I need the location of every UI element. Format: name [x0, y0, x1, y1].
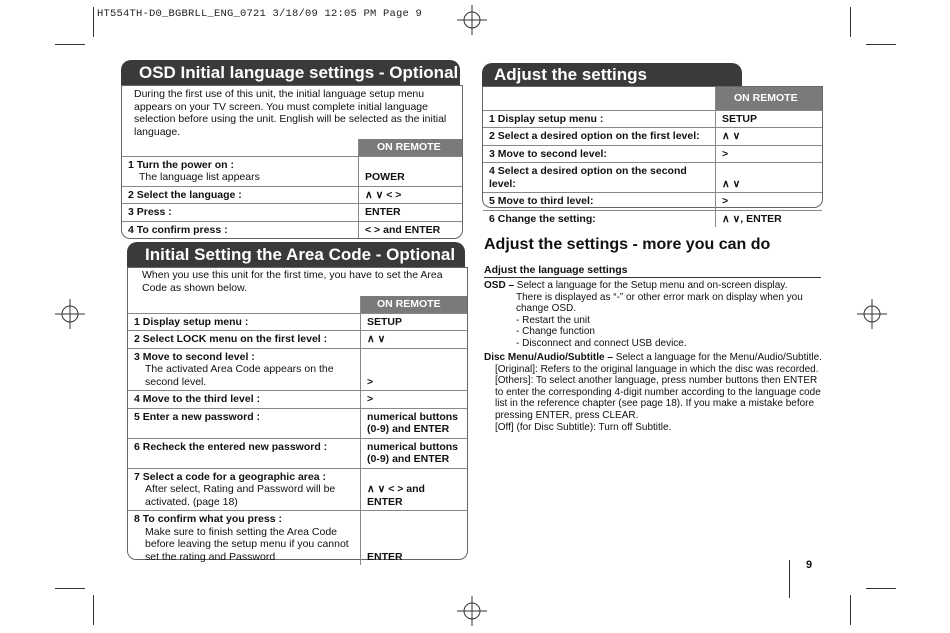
table-row: 2 Select the language : ∧ ∨ < > [122, 186, 462, 204]
table-row: 6 Change the setting: ∧ ∨, ENTER [483, 210, 822, 227]
area-col-header: ON REMOTE [361, 296, 468, 313]
disc-label: Disc Menu/Audio/Subtitle – [484, 352, 613, 363]
area-steps-table [128, 296, 467, 565]
crop-mark [850, 7, 851, 37]
table-row: 4 Move to the third level : > [128, 391, 467, 409]
more-section-title: Adjust the settings - more you can do [484, 236, 771, 253]
table-row: 3 Press : ENTER [122, 204, 462, 222]
area-section-box [127, 267, 468, 563]
crop-mark [55, 588, 85, 589]
disc-note: [Off] (for Disc Subtitle): Turn off Subtitle. [495, 421, 672, 433]
registration-mark-icon [55, 299, 85, 329]
crop-mark [866, 588, 896, 589]
osd-note: - Disconnect and connect USB device. [516, 337, 687, 349]
print-header: HT554TH-D0_BGBRLL_ENG_0721 3/18/09 12:05 PM Page 9 [97, 8, 423, 20]
crop-mark [93, 595, 94, 625]
table-row: 1 Turn the power on : The language list appears POWER [122, 156, 462, 186]
adjust-section-title: Adjust the settings [482, 63, 742, 87]
table-row: 1 Display setup menu : SETUP [483, 110, 822, 128]
osd-note: There is displayed as “-” or other error mark on display when you change OSD. [516, 291, 803, 315]
crop-mark [866, 44, 896, 45]
table-row: 3 Move to second level: > [483, 145, 822, 163]
osd-steps-table [122, 139, 462, 238]
crop-mark [93, 7, 94, 37]
table-row: 5 Enter a new password : numerical buttons (0-9) and ENTER [128, 408, 467, 438]
osd-col-header: ON REMOTE [359, 139, 463, 156]
registration-mark-icon [457, 5, 487, 35]
crop-mark [850, 595, 851, 625]
adjust-section-box [482, 86, 823, 225]
disc-text: Select a language for the Menu/Audio/Subtitle. [615, 352, 822, 363]
osd-note: - Change function [516, 326, 595, 338]
area-section-title: Initial Setting the Area Code - Optional [127, 242, 465, 268]
page-number-divider [789, 560, 790, 598]
osd-label: OSD – [484, 280, 515, 291]
registration-mark-icon [457, 596, 487, 626]
table-row: 2 Select a desired option on the first level: ∧ ∨ [483, 128, 822, 146]
table-row: 5 Move to third level: > [483, 193, 822, 211]
page-number: 9 [806, 559, 813, 571]
osd-description [484, 280, 822, 350]
table-row: 4 Select a desired option on the second level: ∧ ∨ [483, 163, 822, 193]
registration-mark-icon [857, 299, 887, 329]
osd-section-box [121, 85, 463, 239]
disc-note: [Others]: To select another language, press number buttons then ENTER to enter the corresponding 4-digit number according to the language code list in the reference chapter (see page 18). If you make a mistake before pressing ENTER, press CLEAR. [495, 375, 821, 421]
language-settings-heading: Adjust the language settings [484, 264, 821, 278]
osd-intro: During the first use of this unit, the initial language setup menu appears on your TV screen. You must complete initial language selection before using the unit. English will be selected as the initial language. [134, 88, 447, 138]
osd-text: Select a language for the Setup menu and on-screen display. [516, 280, 788, 291]
table-row: 1 Display setup menu : SETUP [128, 313, 467, 331]
table-row: 4 To confirm press : < > and ENTER [122, 221, 462, 238]
table-row: 8 To confirm what you press : Make sure to finish setting the Area Code before leaving the setup menu if you cannot set the rating and Password ENTER [128, 511, 467, 566]
table-row: 7 Select a code for a geographic area : After select, Rating and Password will be activated. (page 18) ∧ ∨ < > and ENTER [128, 468, 467, 511]
osd-section-title: OSD Initial language settings - Optional [121, 60, 460, 86]
table-row: 2 Select LOCK menu on the first level : ∧ ∨ [128, 331, 467, 349]
table-row: 6 Recheck the entered new password : numerical buttons (0-9) and ENTER [128, 438, 467, 468]
crop-mark [55, 44, 85, 45]
area-intro: When you use this unit for the first time, you have to set the Area Code as shown below. [142, 269, 443, 294]
osd-note: - Restart the unit [516, 314, 590, 326]
table-row: 3 Move to second level : The activated Area Code appears on the second level. > [128, 348, 467, 391]
adjust-steps-table [483, 87, 822, 227]
adjust-col-header: ON REMOTE [716, 87, 823, 110]
disc-note: [Original]: Refers to the original language in which the disc was recorded. [495, 363, 819, 375]
disc-description [484, 352, 822, 433]
